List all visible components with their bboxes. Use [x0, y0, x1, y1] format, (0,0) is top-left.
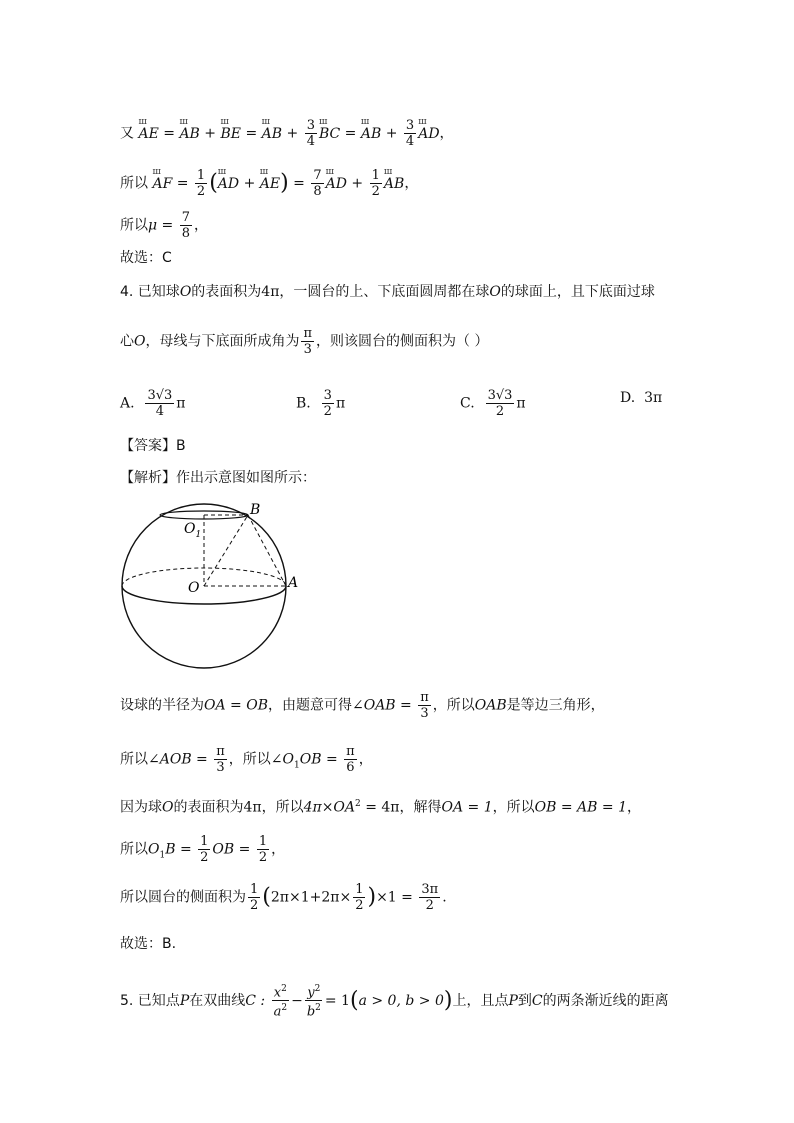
solution-line-5: 所以圆台的侧面积为 $\frac{1}{2}$ (2π×1+2π× $\frac{1}{2}$ )×1 = $\frac{3\pi}{2}$ . — [120, 882, 447, 913]
line-vector-af: 所以 ш AF = $\frac{1}{2}$ (ш AD + ш AE) = $\frac{7}{8}$ ш AD + $\frac{1}{2}$ ш AB， — [120, 168, 418, 199]
segment-b-a — [248, 515, 286, 586]
label-a: A — [288, 575, 299, 591]
option-c[interactable]: C. $\frac{3√3}{2}$ π — [460, 388, 526, 419]
label-b: B — [250, 502, 261, 518]
question-4-line2: 心O，母线与下底面所成角为 $\frac{\pi}{3}$ ，则该圆台的侧面积为（ ） — [120, 326, 489, 357]
solution-line-3: 因为球O的表面积为4π，所以$4\pi\times OA^2 = 4\pi$，解得OA = 1，所以OB = AB = 1， — [120, 799, 641, 816]
option-a[interactable]: A. $\frac{3√3}{4}$ π — [120, 388, 186, 419]
equator-back — [122, 568, 286, 586]
answer-label: 【答案】B — [120, 438, 186, 454]
line-mu: 所以μ = $\frac{7}{8}$ ， — [120, 210, 209, 241]
answer-choice-b: 故选：B. — [120, 936, 177, 952]
equator-front — [122, 586, 286, 604]
label-o1: $O_1$ — [184, 521, 202, 540]
solution-line-4: 所以$O_1B$ = $\frac{1}{2}$ OB = $\frac{1}{2}$ ， — [120, 834, 286, 865]
question-5-line1: 5. 已知点P在双曲线C : $\frac{x^2}{a^2}$ − $\frac{y^2}{b^2}$ = 1(a > 0, b > 0)上，且点P到C的两条渐近线的距离 — [120, 984, 669, 1020]
analysis-label: 【解析】作出示意图如图所示： — [120, 470, 316, 486]
line-vector-ae: 又 ш AE = ш AB + ш BE = ш AB + $\frac{3}{4}$ ш BC = ш AB + $\frac{3}{4}$ ш AD， — [120, 118, 454, 149]
solution-line-1: 设球的半径为OA = OB，由题意可得∠OAB = $\frac{\pi}{3}$ ，所以OAB是等边三角形， — [120, 690, 605, 721]
label-o: O — [188, 580, 200, 596]
sphere-figure — [112, 498, 312, 678]
question-4-line1: 4. 已知球O的表面积为4π，一圆台的上、下底面圆周都在球O的球面上，且下底面过球 — [120, 284, 655, 300]
solution-line-2: 所以∠AOB = $\frac{\pi}{3}$ ，所以$\angle O_1OB$ = $\frac{\pi}{6}$ ， — [120, 744, 373, 775]
answer-choice-c: 故选：C — [120, 250, 172, 266]
segment-o-b — [204, 515, 248, 586]
option-d[interactable]: D. 3π — [620, 390, 663, 406]
option-b[interactable]: B. $\frac{3}{2}$ π — [296, 388, 346, 419]
